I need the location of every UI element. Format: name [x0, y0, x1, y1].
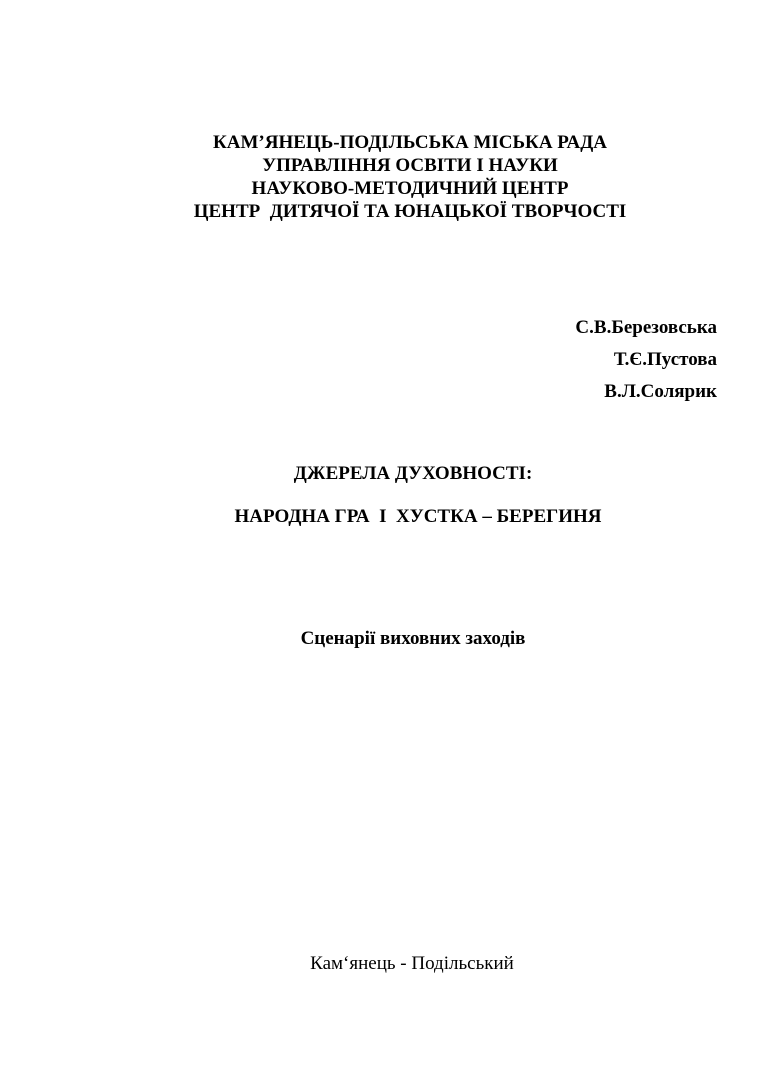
header-line-center: НАУКОВО-МЕТОДИЧНИЙ ЦЕНТР: [251, 178, 569, 199]
subtitle: Сценарії виховних заходів: [300, 628, 526, 649]
title-line-1: ДЖЕРЕЛА ДУХОВНОСТІ:: [293, 463, 533, 484]
title-line-2: НАРОДНА ГРА І ХУСТКА – БЕРЕГИНЯ: [234, 506, 602, 527]
header-line-department: УПРАВЛІННЯ ОСВІТИ І НАУКИ: [262, 155, 558, 176]
header-line-creativity-center: ЦЕНТР ДИТЯЧОЇ ТА ЮНАЦЬКОЇ ТВОРЧОСТІ: [193, 201, 627, 222]
author-1: С.В.Березовська: [575, 317, 717, 338]
header-line-council: КАМ’ЯНЕЦЬ-ПОДІЛЬСЬКА МІСЬКА РАДА: [213, 132, 607, 153]
author-3: В.Л.Солярик: [604, 381, 717, 402]
place: Кам‘янець - Подільський: [310, 953, 514, 974]
author-2: Т.Є.Пустова: [613, 349, 717, 370]
